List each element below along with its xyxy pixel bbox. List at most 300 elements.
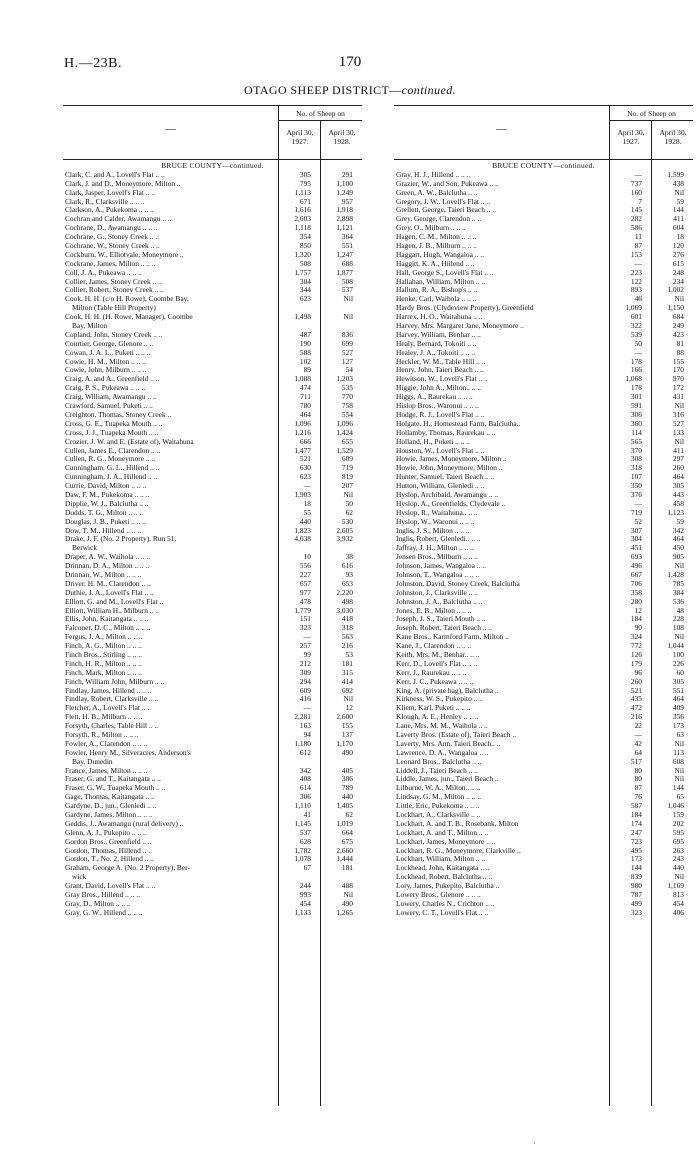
sheep-1927: 294 [299, 676, 311, 686]
holder-name: Lockhart, R. G., Moneymore, Clarkville .. [396, 846, 521, 855]
sheep-1927: 780 [299, 401, 311, 411]
holder-name: Hall, George S., Lovell's Flat .. .. [396, 268, 494, 277]
sheep-1927: 1,903 [294, 489, 311, 499]
sheep-1928: 957 [341, 196, 353, 206]
holder-name: Findlay, Robert, Clarksville .. .. [65, 695, 159, 704]
holder-name: Lane, Mrs. M. M., Waihola .. .. [396, 722, 488, 731]
sheep-1928: 384 [672, 587, 684, 597]
sheep-1927: 1,118 [294, 223, 311, 233]
holder-name: Inglis, J. S., Milton .. .. .. [396, 526, 470, 535]
col-1928-header: April 30, 1928. [659, 128, 687, 146]
table-row [63, 402, 362, 411]
title-continued: continued. [401, 83, 456, 97]
sheep-1927: — [634, 169, 642, 179]
sheep-1927: 1,113 [294, 187, 311, 197]
sheep-1928: 719 [341, 463, 353, 473]
sheep-1928: 297 [672, 454, 684, 464]
holder-name: Elliott, G. and M., Lovell's Flat .. [65, 597, 164, 606]
sheep-1927: 102 [299, 356, 311, 366]
holder-name: Hyslop, Archibald, Awamangu .. .. [396, 490, 498, 499]
sheep-1927: 850 [299, 241, 311, 251]
holder-name: Lockhead, Robert, Balclutha .. .. [396, 873, 493, 882]
table-row [394, 189, 693, 198]
sheep-1927: 478 [299, 596, 311, 606]
sheep-1928: 695 [672, 836, 684, 846]
sheep-1928: 836 [341, 329, 353, 339]
sheep-1927: 179 [630, 658, 642, 668]
sheep-1928: 1,405 [336, 801, 353, 811]
sheep-1927: 980 [630, 881, 642, 891]
sheep-1927: 787 [630, 890, 642, 900]
sheep-1928: 305 [672, 676, 684, 686]
sheep-1928: 1,123 [667, 507, 684, 517]
sheep-1927: 737 [630, 178, 642, 188]
sheep-1928: 155 [672, 356, 684, 366]
sheep-1928: Nil [674, 436, 684, 446]
sheep-1928: 608 [672, 756, 684, 766]
sheep-1927: 344 [299, 285, 311, 295]
table-row [394, 589, 693, 598]
sheep-1927: — [634, 730, 642, 739]
sheep-1927: 474 [299, 383, 311, 393]
sheep-1928: 263 [672, 845, 684, 855]
table-row [63, 793, 362, 802]
sheep-1927: 126 [630, 649, 642, 659]
holder-name: Heckler, W. M., Table Hill .. .. [396, 357, 486, 366]
sheep-1927: 795 [299, 178, 311, 188]
holder-name: Cochrane, G., Stoney Creek .. .. [65, 233, 160, 242]
sheep-1928: 342 [672, 525, 684, 535]
holder-name: Draper, A. W., Waihola .. .. .. [65, 553, 151, 562]
table-row [394, 758, 693, 767]
sheep-1927: 18 [303, 498, 311, 508]
holder-name: Harvey, William, Benhar .. .. [396, 330, 481, 339]
holder-name: Jaffray, J. H., Milton .. .. .. [396, 544, 474, 553]
holder-name: Clark, R., Clarksville .. .. .. [65, 197, 145, 206]
sheep-1927: 1,110 [294, 801, 311, 811]
sheep-1928: 758 [341, 401, 353, 411]
table-row [394, 518, 693, 527]
holder-name: Lockhart, James, Moneymore .. .. [396, 837, 496, 846]
table-row [63, 740, 362, 749]
table-row [394, 215, 693, 224]
table-row [394, 722, 693, 731]
holder-name: Finch, William John, Milburn .. .. [65, 677, 165, 686]
holder-name: Flett, H. B., Milburn .. .. .. [65, 713, 143, 722]
sheep-1927: 521 [299, 454, 311, 464]
col-1928-header: April 30, 1928. [328, 128, 356, 146]
holder-name: Cowie, John, Milburn .. .. .. [65, 366, 147, 375]
table-row [63, 189, 362, 198]
table-row [394, 278, 693, 287]
sheep-1928: 1,247 [336, 249, 353, 259]
holder-name: Finch, A. G., Milton .. .. .. [65, 642, 142, 651]
sheep-1927: 693 [630, 552, 642, 562]
sheep-1927: 114 [631, 427, 642, 437]
holder-name: Ellis, John, Kaitangata .. .. .. [65, 615, 149, 624]
table-row [63, 215, 362, 224]
sheep-1928: 536 [672, 596, 684, 606]
holder-name: Houston, W., Lovell's Flat .. .. [396, 446, 485, 455]
holder-name: Lowery, Charles N., Crichton .. .. [396, 899, 495, 908]
sheep-1928: 120 [672, 241, 684, 251]
sheep-1927: 416 [299, 694, 311, 704]
table-row [63, 571, 362, 580]
sheep-1927: 4,038 [294, 534, 311, 544]
holder-name: Fergus, J. A., Milton .. .. .. [65, 633, 143, 642]
sheep-1927: 99 [303, 649, 311, 659]
sheep-1928: 1,046 [667, 801, 684, 811]
holder-name: Crozier, J. W. and E. (Estate of), Waitahuna [65, 437, 194, 446]
sheep-1927: 145 [630, 205, 642, 215]
holder-name: Cullen, James E., Clarendon .. .. [65, 446, 161, 455]
left-table [63, 105, 362, 1106]
sheep-1927: 586 [630, 223, 642, 233]
holder-name: Fraser, G. and T., Kaitangata .. .. [65, 775, 161, 784]
sheep-1928: 1,877 [336, 267, 353, 277]
table-row [394, 891, 693, 900]
holder-name: Hollamby, Thomas, Raurekau .. .. [396, 428, 496, 437]
table-row [63, 384, 362, 393]
sheep-1928: 1,121 [336, 223, 353, 233]
table-row [63, 242, 362, 251]
table-row [63, 447, 362, 456]
holder-name: Craig, William, Awamangu .. .. [65, 393, 157, 402]
sheep-1927: 323 [299, 623, 311, 633]
sheep-1928: 226 [672, 658, 684, 668]
sheep-1927: 46 [634, 294, 642, 304]
holder-name: Klough, A. E., Henley .. .. .. [396, 713, 479, 722]
table-row [63, 375, 362, 384]
table-row [394, 864, 693, 873]
sheep-1927: 166 [630, 365, 642, 375]
holder-name: Healey, J. A., Tokoiti .. .. .. [396, 348, 475, 357]
table-row [63, 393, 362, 402]
sheep-1927: 122 [630, 276, 642, 286]
sheep-1928: 100 [672, 649, 684, 659]
sheep-1927: 216 [630, 712, 642, 722]
sheep-1927: 440 [299, 516, 311, 526]
holder-name: Clark, C. and A., Lovell's Flat .. .. [65, 170, 165, 179]
sheep-1928: 1,044 [667, 641, 684, 651]
holder-name: Currie, David, Milton .. .. .. [65, 482, 147, 491]
sheep-1928: 490 [341, 747, 353, 757]
sheep-1927: — [634, 258, 642, 268]
table-row [63, 624, 362, 633]
holder-name: Keith, Mrs. M., Benhar.. .. .. [396, 650, 480, 659]
holder-name: Drinnan, D. A., Milton .. .. .. [65, 562, 150, 571]
holder-name: Kirkness, W. S., Pukepito .. .. [396, 695, 483, 704]
holder-name: Clark, J. and D., Moneymore, Milton .. [65, 179, 181, 188]
table-row [394, 464, 693, 473]
table-row [63, 900, 362, 909]
holder-name: Cockburn, W., Elliotvale, Moneymore .. [65, 250, 184, 259]
table-row [63, 473, 362, 482]
sheep-1927: 67 [303, 863, 311, 873]
sheep-1927: 80 [634, 765, 642, 775]
sheep-1928: 60 [676, 667, 684, 677]
table-row [394, 615, 693, 624]
holder-name: Cochrane, W., Stoney Creek .. .. [65, 242, 160, 251]
table-row [63, 660, 362, 669]
sheep-1928: 181 [341, 863, 353, 873]
sheep-1927: 565 [630, 436, 642, 446]
sheep-1928: 2,600 [336, 712, 353, 722]
sheep-1928: 1,100 [336, 178, 353, 188]
table-row [63, 598, 362, 607]
sheep-1927: 451 [630, 543, 642, 553]
sheep-1927: 64 [634, 747, 642, 757]
sheep-1928: 202 [672, 818, 684, 828]
sheep-1927: 1,782 [294, 845, 311, 855]
sheep-1927: 487 [299, 329, 311, 339]
sheep-1928: Nil [674, 561, 684, 571]
sheep-1928: 181 [341, 658, 353, 668]
sheep-1928: 172 [672, 383, 684, 393]
holder-name: Coll, J. A., Pukeawa .. .. .. [65, 268, 142, 277]
holder-name: Courtier, George, Glenore .. .. [65, 339, 154, 348]
sheep-1927: 977 [299, 587, 311, 597]
holder-name: Grey, O., Milburn .. .. .. [396, 224, 466, 233]
table-row [394, 793, 693, 802]
table-row [63, 633, 362, 642]
sheep-1927: 178 [630, 356, 642, 366]
sheep-count-header: No. of Sheep on [296, 109, 345, 118]
sheep-1927: 628 [299, 836, 311, 846]
table-row [63, 482, 362, 491]
table-row [63, 562, 362, 571]
right-table [394, 105, 693, 1106]
sheep-1928: Nil [674, 632, 684, 642]
sheep-1928: 664 [341, 827, 353, 837]
table-row [394, 882, 693, 891]
holder-name: Kerr, J. C., Pukeawa .. .. .. [396, 677, 474, 686]
sheep-1927: 280 [630, 596, 642, 606]
sheep-1927: 212 [299, 658, 311, 668]
table-row [394, 491, 693, 500]
sheep-1928: 785 [672, 578, 684, 588]
sheep-1927: 517 [630, 756, 642, 766]
table-row [394, 509, 693, 518]
holder-name: Drake, J. F. (No. 2 Property), Run 51, [65, 535, 177, 544]
table-row [394, 811, 693, 820]
sheep-1928: 63 [676, 730, 684, 739]
sheep-1927: 408 [299, 774, 311, 784]
table-row [394, 847, 693, 856]
holder-name: Driver, H. M., Clarendon .. .. [65, 579, 151, 588]
holder-name: Duthie, J. A., Lovell's Flat .. .. [65, 588, 154, 597]
table-row [394, 251, 693, 260]
sheep-1928: 2,605 [336, 525, 353, 535]
table-row [63, 233, 362, 242]
name-column-header: — [496, 123, 507, 135]
table-row [63, 269, 362, 278]
sheep-1927: 324 [630, 632, 642, 642]
holder-name: Lowery, C. T., Lovell's Flat .. .. [396, 908, 489, 917]
sheep-1927: 76 [634, 792, 642, 802]
table-row [63, 767, 362, 776]
holder-name: Gray, H. J., Hillend .. .. .. [396, 170, 471, 179]
sheep-1928: 144 [672, 783, 684, 793]
holder-name: Lockhart, A. and T., Milton .. .. [396, 828, 489, 837]
sheep-1928: 228 [672, 614, 684, 624]
sheep-1927: 350 [630, 481, 642, 491]
holder-name: Inglis, Robert, Glenledi.. .. .. [396, 535, 481, 544]
table-row [394, 447, 693, 456]
table-row [63, 358, 362, 367]
table-row [394, 411, 693, 420]
holder-name: Cook, H. H. (c/o H. Rowe), Coombe Bay, [65, 295, 189, 304]
sheep-1927: 257 [299, 641, 311, 651]
sheep-1928: 675 [341, 836, 353, 846]
table-row [394, 393, 693, 402]
table-row [394, 624, 693, 633]
holder-name: Gregory, J. W., Lovell's Flat .. .. [396, 197, 491, 206]
left-rows [63, 162, 362, 918]
table-row [394, 562, 693, 571]
sheep-1927: 323 [630, 907, 642, 917]
sheep-1928: 48 [676, 605, 684, 615]
holder-name: Hallahan, William, Milton .. .. [396, 277, 486, 286]
holder-name: Hislop Bros., Waronui .. .. .. [396, 402, 479, 411]
holder-name: Finch, Mark, Milton .. .. .. [65, 668, 142, 677]
sheep-1928: 1,249 [336, 187, 353, 197]
holder-name: Healy, Bernard, Tokoiti .. .. [396, 339, 477, 348]
sheep-1928: 616 [341, 561, 353, 571]
table-row [63, 847, 362, 856]
holder-name: Johnston, J. A., Balclutha .. .. [396, 597, 483, 606]
sheep-1928: 291 [341, 169, 353, 179]
table-row [394, 580, 693, 589]
sheep-1928: 3,030 [336, 605, 353, 615]
holder-name: Grant, David, Lovell's Flat .. .. [65, 882, 156, 891]
holder-name: Lockhead, John, Kaitangata .. .. [396, 864, 490, 873]
sheep-1927: 22 [634, 721, 642, 731]
sheep-1928: 595 [672, 827, 684, 837]
holder-name: Dodds, T. G., Milton .. .. .. [65, 508, 144, 517]
holder-name: Johnson, T., Wangaloa .. .. .. [396, 570, 480, 579]
table-row [63, 295, 362, 304]
sheep-1928: 144 [672, 205, 684, 215]
sheep-1928: 1,002 [667, 285, 684, 295]
holder-name: Fraser, G. W., Tuapeka Mouth .. .. [65, 784, 166, 793]
sheep-1928: 1,428 [667, 569, 684, 579]
holder-name: Kane Bros., Karmford Farm, Milton .. [396, 633, 509, 642]
holder-name: Lockhart, A., Clarksville .. .. [396, 811, 481, 820]
table-row [63, 429, 362, 438]
sheep-1928: 59 [676, 196, 684, 206]
sheep-1928: 3,932 [336, 534, 353, 544]
table-row [394, 295, 693, 304]
sheep-1928: 1,096 [336, 418, 353, 428]
sheep-1927: 90 [634, 623, 642, 633]
sheep-1928: 464 [672, 694, 684, 704]
sheep-1927: 521 [630, 685, 642, 695]
holder-name: Cochran and Calder, Awamangu .. .. [65, 215, 172, 224]
holder-name: Douglas, J. B., Puketi .. .. .. [65, 517, 146, 526]
table-row [63, 260, 362, 269]
table-row [394, 767, 693, 776]
holder-name: Johnson, James, Wangaloa .. .. [396, 562, 486, 571]
sheep-1928: 527 [672, 418, 684, 428]
table-row [394, 420, 693, 429]
sheep-1928: 1,599 [667, 169, 684, 179]
table-row [63, 251, 362, 260]
holder-name: Hutton, William, Glenledi .. .. [396, 482, 485, 491]
holder-name: Clark, Jasper, Lovell's Flat .. .. [65, 188, 155, 197]
sheep-1928: 530 [341, 516, 353, 526]
holder-name: Gordon, Thomas, Hillend .. .. [65, 846, 152, 855]
sheep-1928: 604 [672, 223, 684, 233]
holder-name: Lilburne, W. A., Milton.. .. .. [396, 784, 481, 793]
title-main: OTAGO SHEEP DISTRICT— [244, 83, 402, 97]
table-row [394, 331, 693, 340]
sheep-1927: 7 [638, 196, 642, 206]
table-row [394, 260, 693, 269]
sheep-1927: 153 [630, 249, 642, 259]
holder-name: Drinnan, W., Milton .. .. .. [65, 570, 142, 579]
holder-name: Craig, P. S., Pukeawa .. .. .. [65, 384, 146, 393]
sheep-1928: Nil [343, 694, 353, 704]
sheep-1927: 612 [299, 747, 311, 757]
table-row [394, 313, 693, 322]
table-row [394, 500, 693, 509]
sheep-1927: 587 [630, 801, 642, 811]
holder-name: Howie, John, Moneymore, Milton .. [396, 464, 503, 473]
table-row [394, 678, 693, 687]
name-column-header: — [165, 123, 176, 135]
sheep-1927: 623 [299, 472, 311, 482]
holder-name: Harvey, Mrs. Margaret Jane, Moneymore .. [396, 322, 524, 331]
holder-name: Graham, George A. (No. 2 Property), Ber- [65, 864, 190, 873]
table-row [63, 544, 362, 553]
table-row [394, 242, 693, 251]
sheep-1928: Nil [674, 872, 684, 882]
sheep-1927: — [303, 703, 311, 713]
sheep-1928: 699 [341, 338, 353, 348]
table-row [394, 180, 693, 189]
sheep-1928: 59 [676, 516, 684, 526]
sheep-1927: 1,068 [625, 374, 642, 384]
sheep-1928: 464 [672, 534, 684, 544]
sheep-1928: 386 [341, 774, 353, 784]
sheep-1928: 464 [672, 472, 684, 482]
sheep-1927: 41 [303, 810, 311, 820]
table-row [394, 366, 693, 375]
sheep-1927: 223 [630, 267, 642, 277]
sheep-1928: 234 [672, 276, 684, 286]
sheep-1927: 993 [299, 890, 311, 900]
sheep-1927: — [634, 347, 642, 357]
sheep-1928: 249 [672, 321, 684, 331]
sheep-1928: 18 [676, 232, 684, 242]
sheep-1928: 414 [341, 676, 353, 686]
sheep-1928: 2,220 [336, 587, 353, 597]
holder-name: Cross, J. J., Tuapeka Mouth .. .. [65, 428, 159, 437]
holder-name: Kliem, Karl, Puketi .. .. .. [396, 704, 471, 713]
sheep-1928: 53 [345, 649, 353, 659]
table-row [394, 571, 693, 580]
table-row [63, 909, 362, 918]
table-row [394, 607, 693, 616]
table-row [394, 598, 693, 607]
sheep-1928: Nil [343, 890, 353, 900]
sheep-1927: 1,078 [294, 854, 311, 864]
holder-name: Higgie, John A., Milton.. .. .. [396, 384, 481, 393]
holder-name: Kane, J., Clarendon .. .. .. [396, 642, 472, 651]
table-row [63, 864, 362, 873]
sheep-1927: 305 [299, 169, 311, 179]
